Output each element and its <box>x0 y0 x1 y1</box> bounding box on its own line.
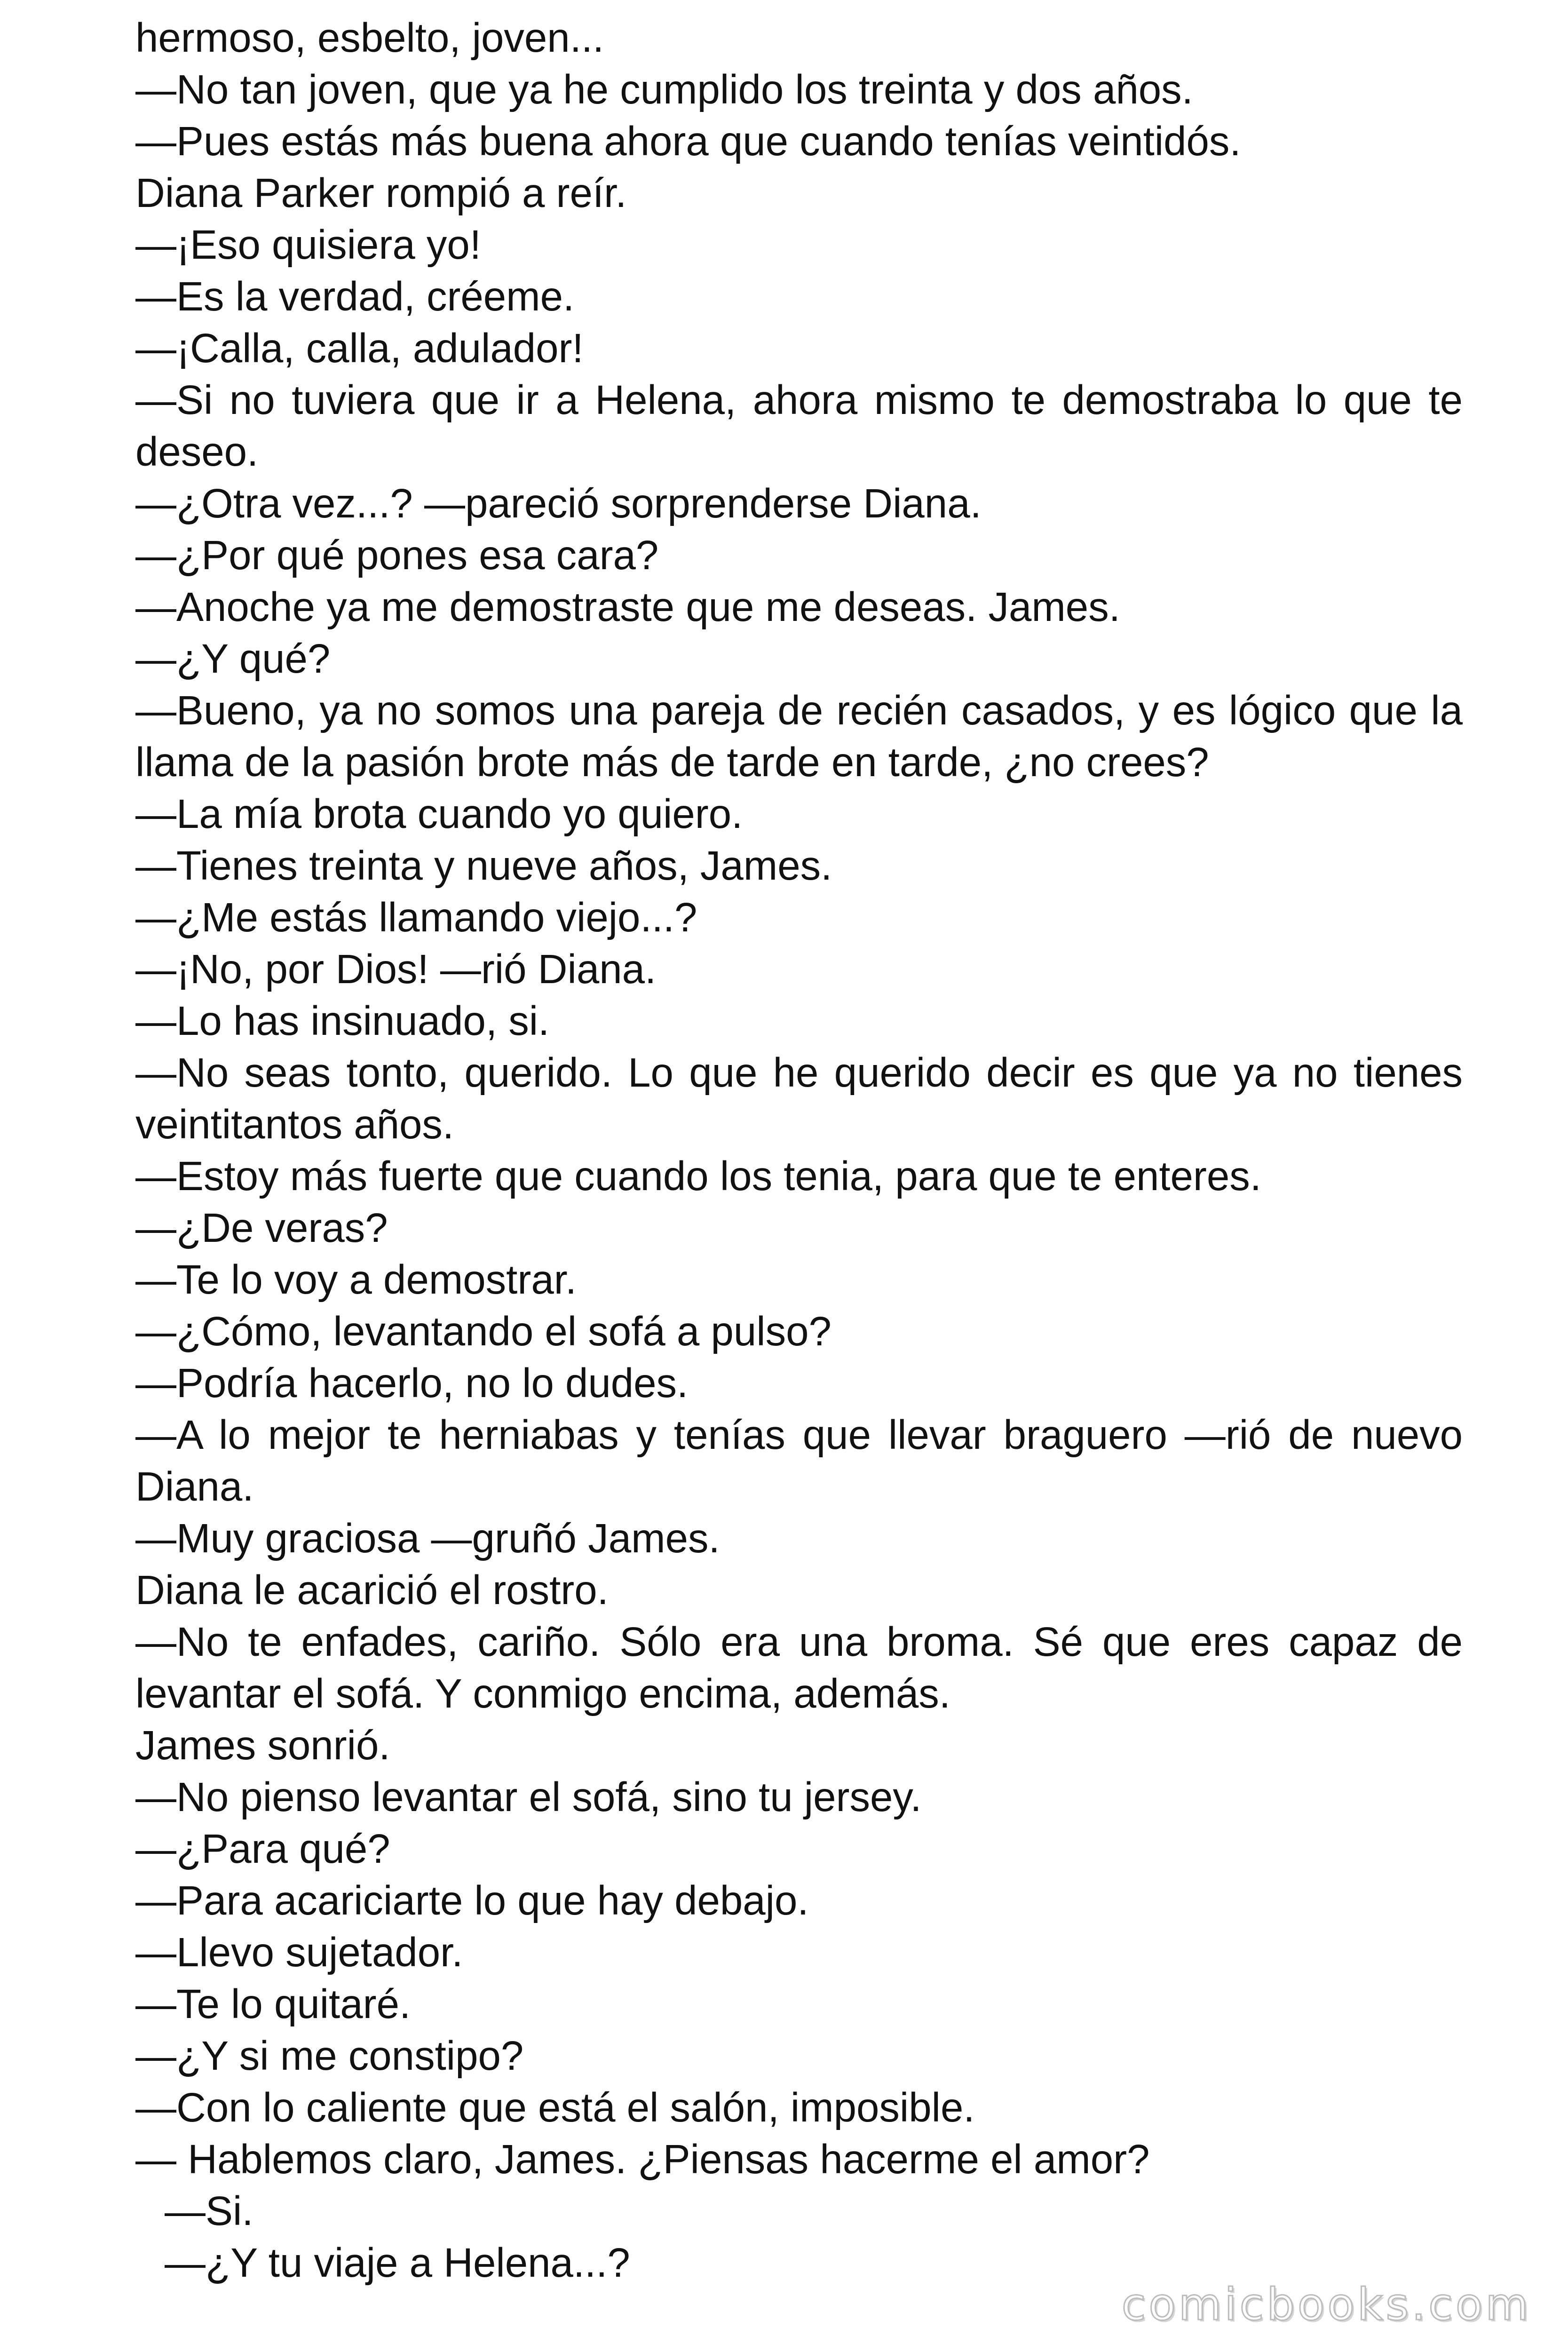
paragraph: —¿Para qué? <box>135 1826 390 1872</box>
paragraph: —La mía brota cuando yo quiero. <box>135 791 743 837</box>
paragraph: —Muy graciosa —gruñó James. <box>135 1516 720 1561</box>
paragraph: —No te enfades, cariño. Sólo era una broma. Sé que eres capaz de levantar el sofá. Y conmigo encima, además. <box>135 1619 1463 1716</box>
paragraph: hermoso, esbelto, joven... <box>135 15 604 61</box>
paragraph: —Lo has insinuado, si. <box>135 998 550 1044</box>
paragraph: —Estoy más fuerte que cuando los tenia, para que te enteres. <box>135 1153 1261 1199</box>
paragraph: —¡Eso quisiera yo! <box>135 222 481 268</box>
paragraph: —Tienes treinta y nueve años, James. <box>135 843 832 889</box>
paragraph: —Podría hacerlo, no lo dudes. <box>135 1360 689 1406</box>
paragraph: —¿Y si me constipo? <box>135 2033 524 2079</box>
paragraph: Diana Parker rompió a reír. <box>135 170 627 216</box>
paragraph: —Para acariciarte lo que hay debajo. <box>135 1878 809 1923</box>
paragraph: —Pues estás más buena ahora que cuando tenías veintidós. <box>135 119 1241 164</box>
paragraph: —Con lo caliente que está el salón, imposible. <box>135 2085 975 2130</box>
paragraph: —¡Calla, calla, adulador! <box>135 326 584 371</box>
paragraph: —No pienso levantar el sofá, sino tu jersey. <box>135 1774 922 1820</box>
paragraph: —No seas tonto, querido. Lo que he querido decir es que ya no tienes veintitantos años. <box>135 1050 1463 1147</box>
paragraph: —Si no tuviera que ir a Helena, ahora mismo te demostraba lo que te deseo. <box>135 377 1463 475</box>
page-text <box>135 12 1463 2289</box>
paragraph: —¿Por qué pones esa cara? <box>135 532 659 578</box>
paragraph: —¿Me estás llamando viejo...? <box>135 895 697 940</box>
paragraph: —Es la verdad, créeme. <box>135 274 575 319</box>
paragraph: —Si. <box>165 2188 253 2234</box>
paragraph: —Te lo quitaré. <box>135 1981 411 2027</box>
paragraph: —¡No, por Dios! —rió Diana. <box>135 946 657 992</box>
paragraph: —Te lo voy a demostrar. <box>135 1257 577 1303</box>
paragraph: —Bueno, ya no somos una pareja de recién casados, y es lógico que la llama de la pasión brote más de tarde en tarde, ¿no crees? <box>135 688 1463 785</box>
watermark: comicbooks.com <box>1121 2279 1531 2330</box>
paragraph: —Llevo sujetador. <box>135 1930 463 1975</box>
paragraph: —¿Otra vez...? —pareció sorprenderse Diana. <box>135 481 982 526</box>
paragraph: James sonrió. <box>135 1723 390 1768</box>
paragraph: —Anoche ya me demostraste que me deseas. James. <box>135 584 1120 630</box>
paragraph: —No tan joven, que ya he cumplido los treinta y dos años. <box>135 67 1193 112</box>
paragraph: —¿Y tu viaje a Helena...? <box>165 2240 630 2286</box>
paragraph: Diana le acarició el rostro. <box>135 1567 609 1613</box>
paragraph: —¿Cómo, levantando el sofá a pulso? <box>135 1309 832 1354</box>
paragraph: —¿Y qué? <box>135 636 331 682</box>
paragraph: —¿De veras? <box>135 1205 388 1251</box>
paragraph: — Hablemos claro, James. ¿Piensas hacerme el amor? <box>135 2137 1150 2182</box>
paragraph: —A lo mejor te herniabas y tenías que llevar braguero —rió de nuevo Diana. <box>135 1412 1463 1510</box>
